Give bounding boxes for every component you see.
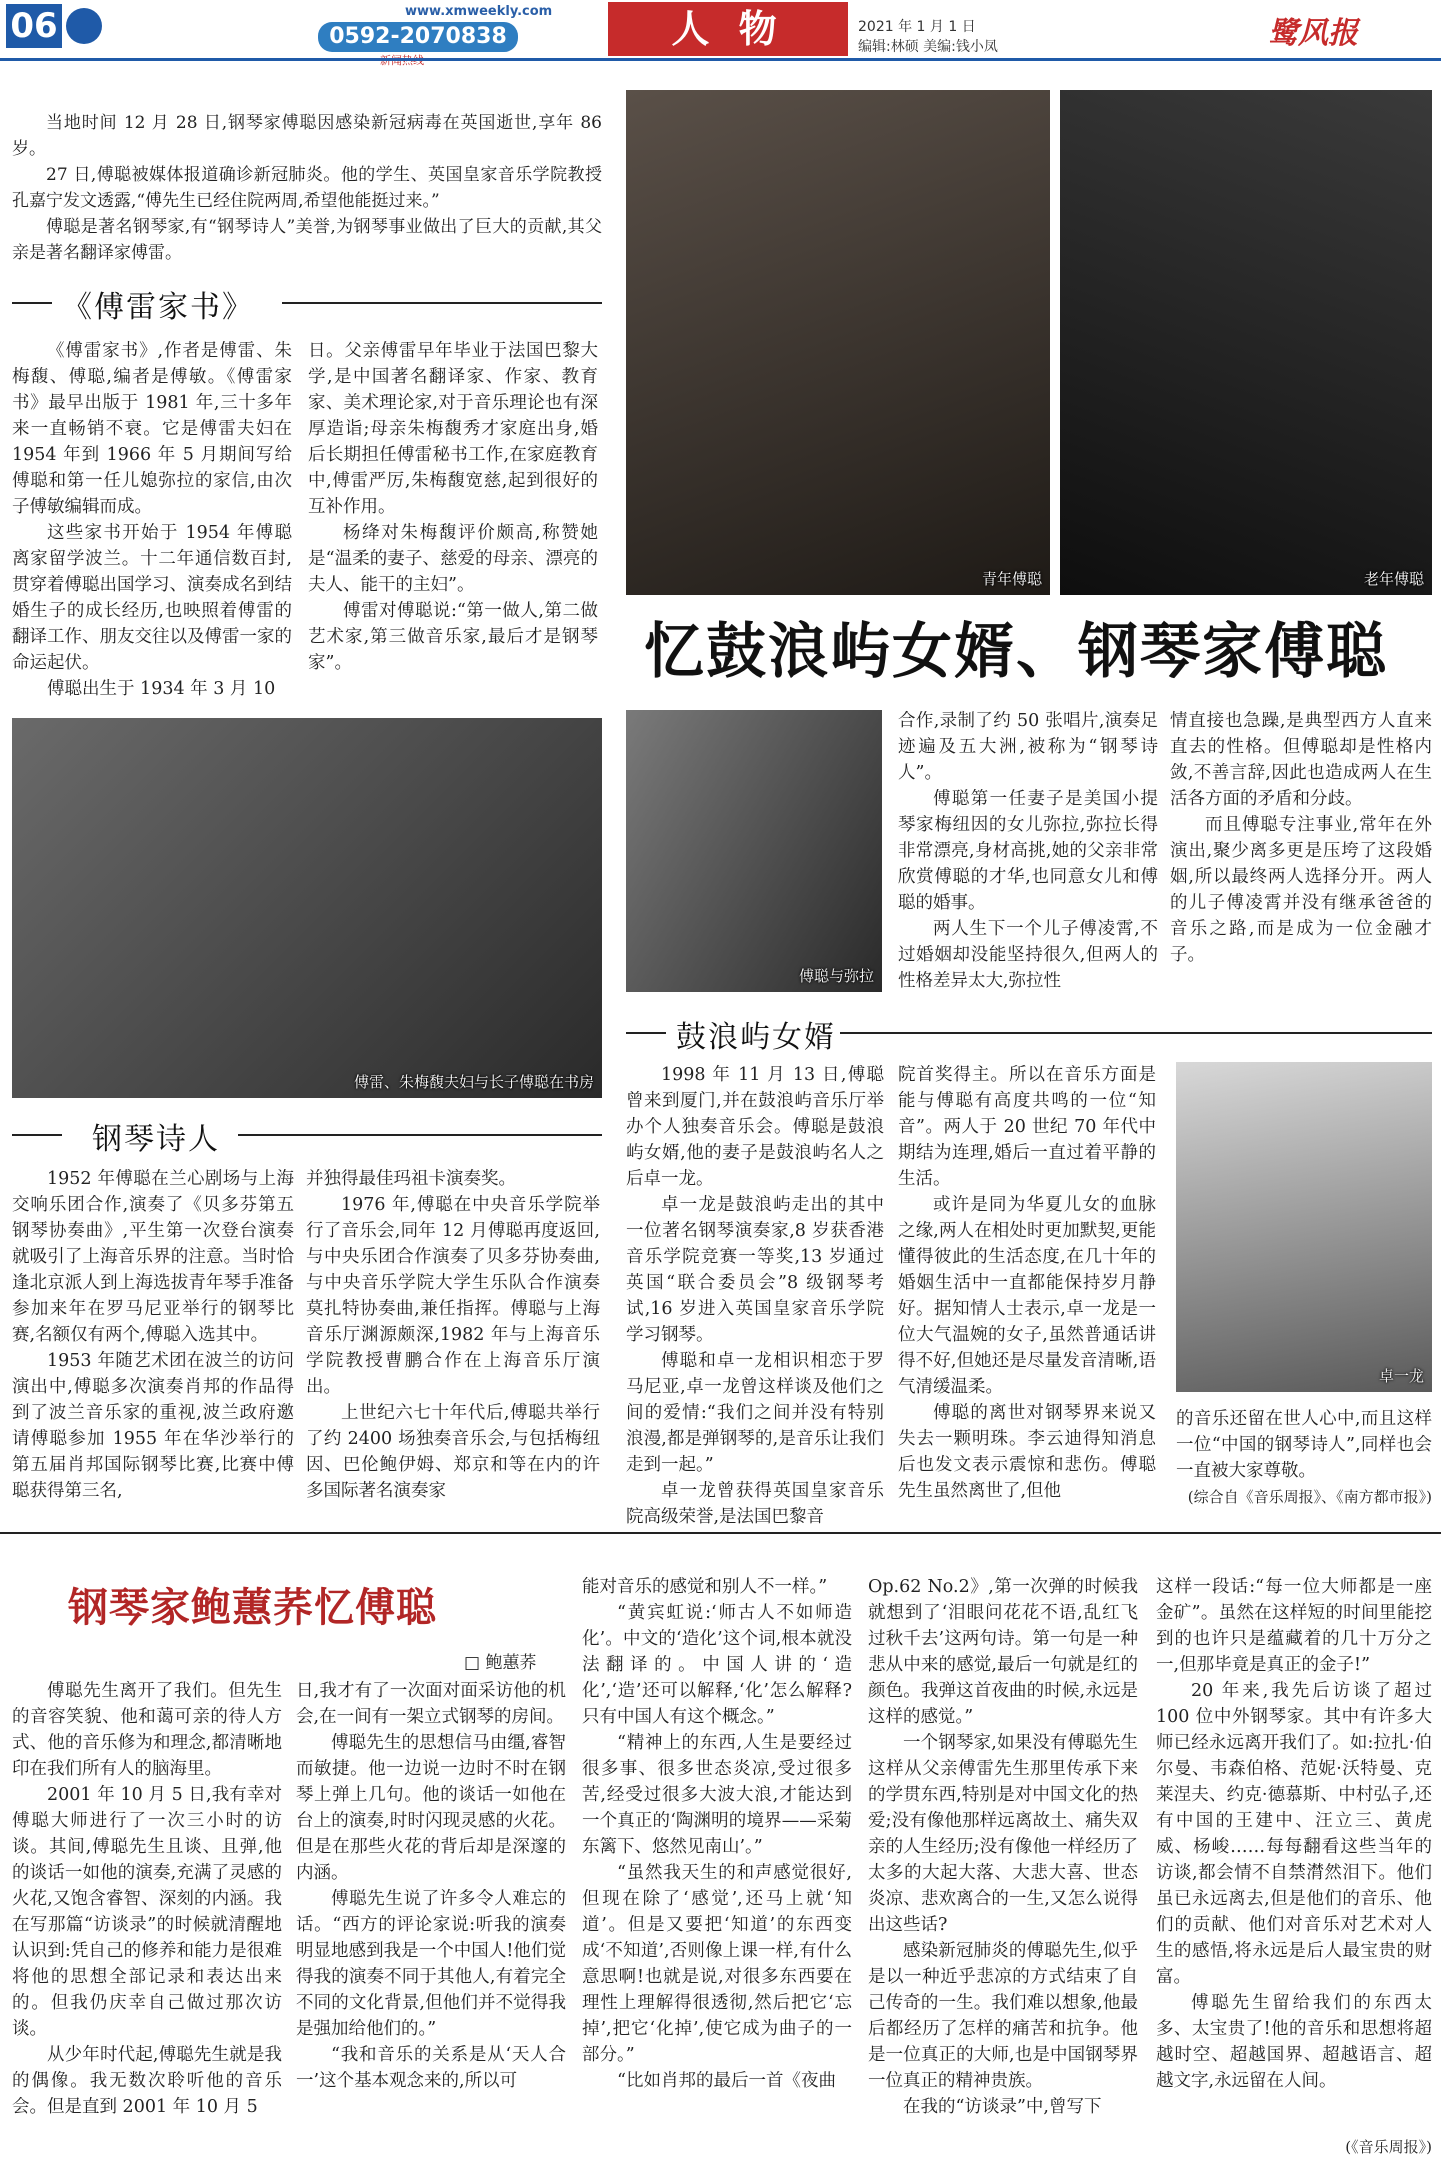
paragraph: 的音乐还留在世人心中,而且这样一位“中国的钢琴诗人”,同样也会一直被大家尊敬。: [1176, 1409, 1432, 1481]
lead-para: 27 日,傅聪被媒体报道确诊新冠肺炎。他的学生、英国皇家音乐学院教授孔嘉宁发文透露,“傅先生已经住院两周,希望他能挺过来。”: [12, 165, 602, 211]
paragraph: 感染新冠肺炎的傅聪先生,似乎是以一种近乎悲凉的方式结束了自己传奇的一生。我们难以想象,他最后都经历了怎样的痛苦和抗争。他是一位真正的大师,也是中国钢琴界一位真正的精神贵族。: [868, 1941, 1138, 2091]
marriage-col-2: [1170, 708, 1432, 968]
paragraph: 从少年时代起,傅聪先生就是我的偶像。我无数次聆听他的音乐会。但是直到 2001 年 10 月 5: [12, 2045, 282, 2117]
section-heading-gulangyu: 鼓浪屿女婿: [676, 1020, 836, 1055]
divider: [12, 302, 52, 304]
poet-col-2: [306, 1166, 600, 1504]
gulangyu-col-1: [626, 1062, 884, 1530]
bottom-col-1: [12, 1678, 282, 2120]
poet-col-1: [12, 1166, 294, 1504]
divider: [840, 1032, 1432, 1034]
bottom-col-4: [868, 1574, 1138, 2120]
logo-icon: [66, 8, 102, 44]
paragraph: 傅聪先生的思想信马由缰,睿智而敏捷。他一边说一边时不时在钢琴上弹上几句。他的谈话一如他在台上的演奏,时时闪现灵感的火花。但是在那些火花的背后却是深邃的内涵。: [296, 1733, 566, 1883]
masthead-logo: 鹭风报: [1268, 16, 1358, 51]
paragraph: 或许是同为华夏儿女的血脉之缘,两人在相处时更加默契,更能懂得彼此的生活态度,在几十年的婚姻生活中一直都能保持岁月静好。据知情人士表示,卓一龙是一位大气温婉的女子,虽然普通话讲得不好,但她还是尽量发音清晰,语气清缓温柔。: [898, 1195, 1156, 1397]
paragraph: 在我的“访谈录”中,曾写下: [903, 2097, 1102, 2117]
paragraph: 傅聪第一任妻子是美国小提琴家梅纽因的女儿弥拉,弥拉长得非常漂亮,身材高挑,她的父亲非常欣赏傅聪的才华,也同意女儿和傅聪的婚事。: [898, 789, 1158, 913]
photo-caption: 傅聪与弥拉: [798, 967, 874, 985]
header: [0, 0, 1441, 62]
paragraph: 傅聪和卓一龙相识相恋于罗马尼亚,卓一龙曾这样谈及他们之间的爱情:“我们之间并没有特别浪漫,都是弹钢琴的,是音乐让我们走到一起。”: [626, 1351, 884, 1475]
editors: 编辑:林硕 美编:钱小凤: [858, 39, 998, 55]
marriage-col-1: [898, 708, 1158, 994]
paragraph: “比如肖邦的最后一首《夜曲: [617, 2071, 836, 2091]
paragraph: “我和音乐的关系是从‘天人合一’这个基本观念来的,所以可: [296, 2045, 566, 2091]
paragraph: 两人生下一个儿子傅凌霄,不过婚姻却没能坚持很久,但两人的性格差异太大,弥拉性: [898, 919, 1158, 991]
family-photo: [12, 718, 602, 1098]
bottom-source-note: (《音乐周报》): [1345, 2138, 1432, 2156]
paragraph: 杨绛对朱梅馥评价颇高,称赞她是“温柔的妻子、慈爱的母亲、漂亮的夫人、能干的主妇”。: [308, 523, 598, 595]
paragraph: 情直接也急躁,是典型西方人直来直去的性格。但傅聪却是性格内敛,不善言辞,因此也造成两人在生活各方面的矛盾和分歧。: [1170, 711, 1432, 809]
photo-caption: 青年傅聪: [981, 570, 1042, 588]
jiashu-col-2: [308, 338, 598, 676]
section-break: [0, 1532, 1441, 1534]
author: □ 鲍蕙荞: [464, 1653, 537, 1673]
divider: [238, 1134, 602, 1136]
source-note: (综合自《音乐周报》、《南方都市报》): [1187, 1488, 1432, 1506]
paragraph: “精神上的东西,人生是要经过很多事、很多世态炎凉,受过很多苦,经受过很多大波大浪,才能达到一个真正的‘陶渊明的境界——采菊东篱下、悠然见南山’。”: [582, 1733, 852, 1857]
section-heading-jiashu: 《傅雷家书》: [62, 290, 254, 325]
paragraph: 日,我才有了一次面对面采访他的机会,在一间有一架立式钢琴的房间。: [296, 1681, 566, 1727]
paragraph: “黄宾虹说:‘师古人不如师造化’。中文的‘造化’这个词,根本就没法翻译的。中国人讲的‘造化’,‘造’还可以解释,‘化’怎么解释?只有中国人有这个概念。”: [582, 1603, 852, 1727]
paragraph: 这样一段话:“每一位大师都是一座金矿”。虽然在这样短的时间里能挖到的也许只是蕴藏着的几十万分之一,但那毕竟是真正的金子!”: [1156, 1577, 1432, 1675]
paragraph: 1953 年随艺术团在波兰的访问演出中,傅聪多次演奏肖邦的作品得到了波兰音乐家的重视,波兰政府邀请傅聪参加 1955 年在华沙举行的第五届肖邦国际钢琴比赛,比赛中傅聪获得第三名,: [12, 1351, 294, 1501]
paragraph: 20 年来,我先后访谈了超过 100 位中外钢琴家。其中有许多大师已经永远离开我们了。如:拉扎·伯尔曼、韦森伯格、范妮·沃特曼、克莱涅夫、约克·德慕斯、中村弘子,还有中国的王建中、汪立三、黄虎威、杨峻……每每翻看这些当年的访谈,都会情不自禁潸然泪下。他们虽已永远离去,但是他们的音乐、他们的贡献、他们对音乐对艺术对人生的感悟,将永远是后人最宝贵的财富。: [1156, 1681, 1432, 1987]
paragraph: 院首奖得主。所以在音乐方面是能与傅聪有高度共鸣的一位“知音”。两人于 20 世纪 70 年代中期结为连理,婚后一直过着平静的生活。: [898, 1065, 1156, 1189]
old-fu-cong-photo: [1060, 90, 1432, 595]
fu-cong-and-mila-photo: [626, 710, 882, 992]
paragraph: 2001 年 10 月 5 日,我有幸对傅聪大师进行了一次三小时的访谈。其间,傅聪先生且谈、且弹,他的谈话一如他的演奏,充满了灵感的火花,又饱含睿智、深刻的内涵。我在写那篇“访谈录”的时候就清醒地认识到:凭自己的修养和能力是很难将他的思想全部记录和表达出来的。但我仍庆幸自己做过那次访谈。: [12, 1785, 282, 2039]
young-fu-cong-photo: [626, 90, 1050, 595]
paragraph: “虽然我天生的和声感觉很好,但现在除了‘感觉’,还马上就‘知道’。但是又要把‘知道’的东西变成‘不知道’,否则像上课一样,有什么意思啊!也就是说,对很多东西要在理性上理解得很透彻,然后把它‘忘掉’,把它‘化掉’,使它成为曲子的一部分。”: [582, 1863, 852, 2065]
paragraph: 傅雷对傅聪说:“第一做人,第二做艺术家,第三做音乐家,最后才是钢琴家”。: [308, 601, 598, 673]
lead-intro: [12, 110, 602, 266]
paragraph: 这些家书开始于 1954 年傅聪离家留学波兰。十二年通信数百封,贯穿着傅聪出国学习、演奏成名到结婚生子的成长经历,也映照着傅雷的翻译工作、朋友交往以及傅雷一家的命运起伏。: [12, 523, 292, 673]
paragraph: 1998 年 11 月 13 日,傅聪曾来到厦门,并在鼓浪屿音乐厅举办个人独奏音乐会。傅聪是鼓浪屿女婿,他的妻子是鼓浪屿名人之后卓一龙。: [626, 1065, 884, 1189]
section-title: 人 物: [608, 2, 848, 56]
paragraph: 合作,录制了约 50 张唱片,演奏足迹遍及五大洲,被称为“钢琴诗人”。: [898, 711, 1158, 783]
gulangyu-col-3: [1176, 1406, 1432, 1484]
paragraph: 卓一龙是鼓浪屿走出的其中一位著名钢琴演奏家,8 岁获香港音乐学院竞赛一等奖,13 岁通过英国“联合委员会”8 级钢琴考试,16 岁进入英国皇家音乐学院学习钢琴。: [626, 1195, 884, 1345]
paragraph: 并独得最佳玛祖卡演奏奖。: [306, 1169, 516, 1189]
photo-caption: 傅雷、朱梅馥夫妇与长子傅聪在书房: [353, 1073, 594, 1091]
paragraph: 《傅雷家书》,作者是傅雷、朱梅馥、傅聪,编者是傅敏。《傅雷家书》最早出版于 1981 年,三十多年来一直畅销不衰。它是傅雷夫妇在 1954 年到 1966 年 5 月期间写给傅聪和第一任儿媳弥拉的家信,由次子傅敏编辑而成。: [12, 341, 292, 517]
paragraph: 一个钢琴家,如果没有傅聪先生这样从父亲傅雷先生那里传承下来的学贯东西,特别是对中国文化的热爱;没有像他那样远离故土、痛失双亲的人生经历;没有像他一样经历了太多的大起大落、大悲大喜、世态炎凉、悲欢离合的一生,又怎么说得出这些话?: [868, 1733, 1138, 1935]
bottom-col-3: [582, 1574, 852, 2094]
website-url: www.xmweekly.com: [405, 4, 553, 19]
divider: [626, 1032, 666, 1034]
photo-caption: 卓一龙: [1378, 1367, 1424, 1385]
paragraph: 能对音乐的感觉和别人不一样。”: [582, 1577, 828, 1597]
paragraph: 1976 年,傅聪在中央音乐学院举行了音乐会,同年 12 月傅聪再度返回,与中央乐团合作演奏了贝多芬协奏曲,与中央音乐学院大学生乐队合作演奏莫扎特协奏曲,兼任指挥。傅聪与上海音乐厅渊源颇深,1982 年与上海音乐学院教授曹鹏合作在上海音乐厅演出。: [306, 1195, 600, 1397]
hotline-phone: 0592-2070838: [318, 22, 518, 52]
bottom-col-5: [1156, 1574, 1432, 2094]
issue-date: 2021 年 1 月 1 日: [858, 19, 976, 35]
section-heading-poet: 钢琴诗人: [92, 1122, 220, 1157]
paragraph: 而且傅聪专注事业,常年在外演出,聚少离多更是压垮了这段婚姻,所以最终两人选择分开。两人的儿子傅凌霄并没有继承爸爸的音乐之路,而是成为一位金融才子。: [1170, 815, 1432, 965]
header-rule: [0, 58, 1441, 61]
lead-para: 当地时间 12 月 28 日,钢琴家傅聪因感染新冠病毒在英国逝世,享年 86 岁。: [12, 113, 602, 159]
main-title: 忆鼓浪屿女婿、钢琴家傅聪: [644, 617, 1388, 687]
paragraph: 傅聪的离世对钢琴界来说又失去一颗明珠。李云迪得知消息后也发文表示震惊和悲伤。傅聪先生虽然离世了,但他: [898, 1403, 1156, 1501]
paragraph: Op.62 No.2》,第一次弹的时候我就想到了‘泪眼问花花不语,乱红飞过秋千去’这两句诗。第一句是一种悲从中来的感觉,最后一句就是红的颜色。我弹这首夜曲的时候,永远是这样的感觉。”: [868, 1577, 1138, 1727]
paragraph: 傅聪先生说了许多令人难忘的话。“西方的评论家说:听我的演奏明显地感到我是一个中国人!他们觉得我的演奏不同于其他人,有着完全不同的文化背景,但他们并不觉得我是强加给他们的。”: [296, 1889, 566, 2039]
paragraph: 傅聪先生离开了我们。但先生的音容笑貌、他和蔼可亲的待人方式、他的音乐修为和理念,都清晰地印在我们所有人的脑海里。: [12, 1681, 282, 1779]
jiashu-col-1: [12, 338, 292, 702]
paragraph: 傅聪先生留给我们的东西太多、太宝贵了!他的音乐和思想将超越时空、超越国界、超越语言、超越文字,永远留在人间。: [1156, 1993, 1432, 2091]
lead-para: 傅聪是著名钢琴家,有“钢琴诗人”美誉,为钢琴事业做出了巨大的贡献,其父亲是著名翻译家傅雷。: [12, 217, 602, 263]
paragraph: 上世纪六七十年代后,傅聪共举行了约 2400 场独奏音乐会,与包括梅纽因、巴伦鲍伊姆、郑京和等在内的许多国际著名演奏家: [306, 1403, 600, 1501]
zhuo-yilong-photo: [1176, 1062, 1432, 1392]
paragraph: 日。父亲傅雷早年毕业于法国巴黎大学,是中国著名翻译家、作家、教育家、美术理论家,对于音乐理论也有深厚造诣;母亲朱梅馥秀才家庭出身,婚后长期担任傅雷秘书工作,在家庭教育中,傅雷严厉,朱梅馥宽慈,起到很好的互补作用。: [308, 341, 598, 517]
bottom-col-2: [296, 1678, 566, 2094]
page-number: 06: [6, 4, 62, 48]
divider: [282, 302, 602, 304]
paragraph: 傅聪出生于 1934 年 3 月 10: [47, 679, 276, 699]
paragraph: 卓一龙曾获得英国皇家音乐院高级荣誉,是法国巴黎音: [626, 1481, 884, 1527]
divider: [12, 1134, 62, 1136]
bottom-article-title: 钢琴家鲍蕙荞忆傅聪: [68, 1584, 437, 1631]
paragraph: 1952 年傅聪在兰心剧场与上海交响乐团合作,演奏了《贝多芬第五钢琴协奏曲》,平生第一次登台演奏就吸引了上海音乐界的注意。当时恰逢北京派人到上海选拔青年琴手准备参加来年在罗马尼亚举行的钢琴比赛,名额仅有两个,傅聪入选其中。: [12, 1169, 294, 1345]
photo-caption: 老年傅聪: [1363, 570, 1424, 588]
gulangyu-col-2: [898, 1062, 1156, 1504]
